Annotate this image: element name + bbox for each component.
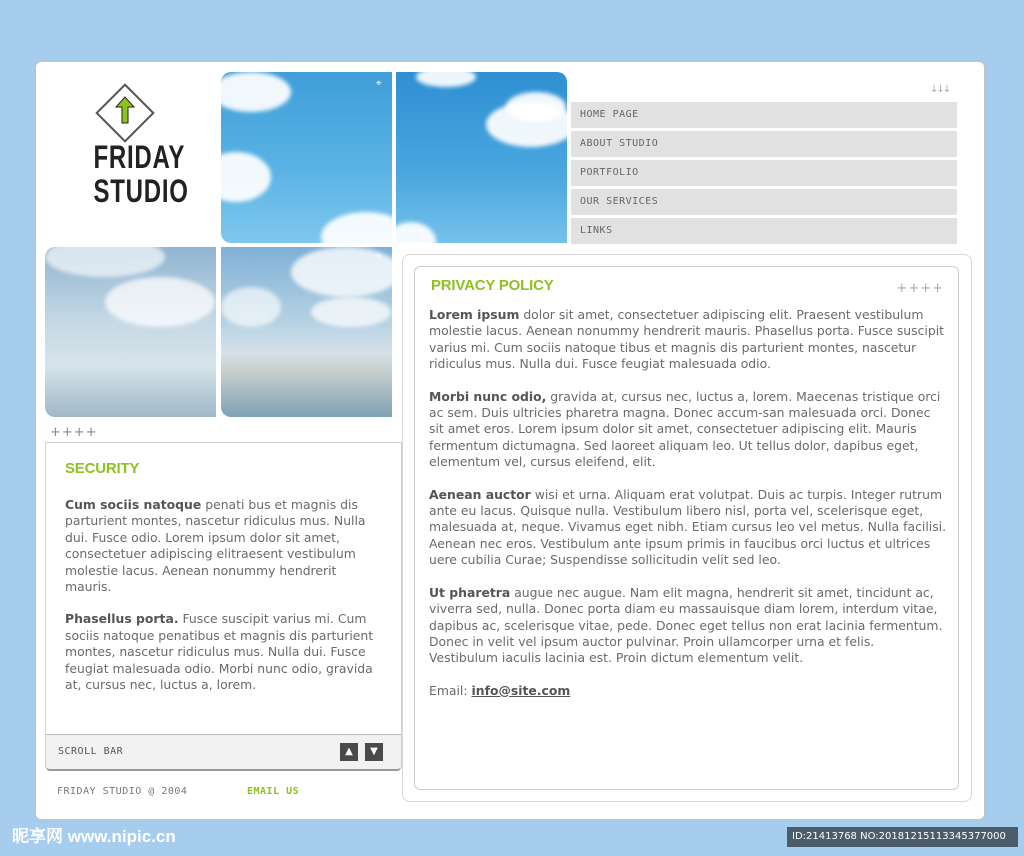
sky-photo-tile xyxy=(396,72,567,243)
footer-email-us-link[interactable]: EMAIL US xyxy=(247,786,300,797)
nav-item-portfolio[interactable]: PORTFOLIO xyxy=(571,160,957,186)
security-p1-lead: Cum sociis natoque xyxy=(65,497,202,512)
logo[interactable] xyxy=(83,85,189,225)
nav-item-our-services[interactable]: OUR SERVICES xyxy=(571,189,957,215)
email-label: Email: xyxy=(429,682,472,698)
crosshair-icon: ⌖ xyxy=(376,251,382,262)
sky-photo-tile xyxy=(221,72,392,243)
logo-word-studio: STUDIO xyxy=(93,173,189,209)
footer-copyright: FRIDAY STUDIO @ 2004 xyxy=(57,786,188,797)
plus-decoration: ++++ xyxy=(50,425,98,440)
scroll-bar-label: SCROLL BAR xyxy=(58,746,124,757)
email-link[interactable]: info@site.com xyxy=(471,682,571,698)
privacy-p4-lead: Ut pharetra xyxy=(429,584,511,600)
security-p2-lead: Phasellus porta. xyxy=(65,611,179,627)
scroll-bar[interactable] xyxy=(46,734,401,771)
watermark-left: 昵享网 www.nipic.cn xyxy=(12,827,176,846)
privacy-p3-lead: Aenean auctor xyxy=(429,486,531,502)
nav-item-home-page[interactable]: HOME PAGE xyxy=(571,102,957,128)
privacy-p2-lead: Morbi nunc odio, xyxy=(429,388,547,404)
security-p2-text: Fusce suscipit varius mi. Cum sociis natoque penatibus et magnis dis parturient montes, nascetur ridiculus mus. Nulla dui. Fusce feugiat malesuada odio. Morbi nunc odio, gravida at, cursus nec, luctus a, lorem. xyxy=(65,611,374,693)
plus-decoration: ++++ xyxy=(896,281,944,296)
nav-item-links[interactable]: LINKS xyxy=(571,218,957,244)
nav-arrows-icon: ↓↓↓ xyxy=(930,84,950,95)
main-nav xyxy=(571,102,957,247)
security-p1-text: penati bus et magnis dis parturient montes, nascetur ridiculus mus. Nulla dui. Fusce odio. Lorem ipsum dolor sit amet, consectetuer adipiscing elitraesent vestibulum molestie lacus. Aenean nonummy hendrerit mauris. xyxy=(65,497,366,595)
privacy-p1-text: dolor sit amet, consectetuer adipiscing elit. Praesent vestibulum molestie lacus. Aenean nonummy hendrerit mauris. Phasellus porta. Fusce suscipit varius mi. Cum sociis natoque tibus et magnis dis parturient montes, nascetur ridiculus mus. Nulla dui. Fusce feugiat malesuada odio. xyxy=(429,307,945,372)
privacy-panel xyxy=(414,266,959,790)
logo-arrow-icon xyxy=(111,93,139,133)
security-title: SECURITY xyxy=(65,460,140,477)
scroll-up-icon[interactable]: ▲ xyxy=(340,743,358,761)
crosshair-icon: ⌖ xyxy=(376,78,382,89)
privacy-p2-text: gravida at, cursus nec, luctus a, lorem. Maecenas tristique orci ac sem. Duis ultricies pharetra magna. Donec accum-san malesuada orci. Donec sit amet eros. Lorem ipsum dolor sit amet, consectetuer adipiscing elit. Mauris fermentum dictumagna. Sed laoreet aliquam leo. Ut tellus dolor, dapibus eget, elementum vel, cursus eleifend, elit. xyxy=(429,388,941,470)
privacy-p3-text: wisi et urna. Aliquam erat volutpat. Duis ac turpis. Integer rutrum ante eu lacus. Quisque nulla. Vestibulum libero nisl, porta vel, scelerisque eget, malesuada at, neque. Vivamus eget nibh. Etiam cursus leo vel metus. Nulla facilisi. Aenean nec eros. Vestibulum ante ipsum primis in faucibus orci luctus et ultrices uere cubilia Curae; Suspendisse sollicitudin velit sed leo. xyxy=(429,486,947,568)
security-panel xyxy=(45,442,402,768)
privacy-p4-text: augue nec augue. Nam elit magna, hendrerit sit amet, tincidunt ac, viverra sed, nulla. Donec porta diam eu massauisque diam lorem, interdum vitae, dapibus ac, scelerisque vitae, pede. Donec eget tellus non erat lacinia fermentum. Donec in velit vel ipsum auctor pulvinar. Proin ullamcorper urna et felis. Vestibulum iaculis lacinia est. Proin dictum elementum velit. xyxy=(429,584,943,666)
logo-word-friday: FRIDAY xyxy=(93,139,186,175)
sea-photo-tile xyxy=(221,247,392,417)
security-text xyxy=(65,497,385,709)
privacy-title: PRIVACY POLICY xyxy=(431,277,554,294)
privacy-p1-lead: Lorem ipsum xyxy=(429,307,520,322)
scroll-down-icon[interactable]: ▼ xyxy=(365,743,383,761)
nav-item-about-studio[interactable]: ABOUT STUDIO xyxy=(571,131,957,157)
privacy-text xyxy=(429,307,947,715)
sea-photo-tile xyxy=(45,247,216,417)
watermark-id: ID:21413768 NO:20181215113345377000 xyxy=(787,827,1018,847)
